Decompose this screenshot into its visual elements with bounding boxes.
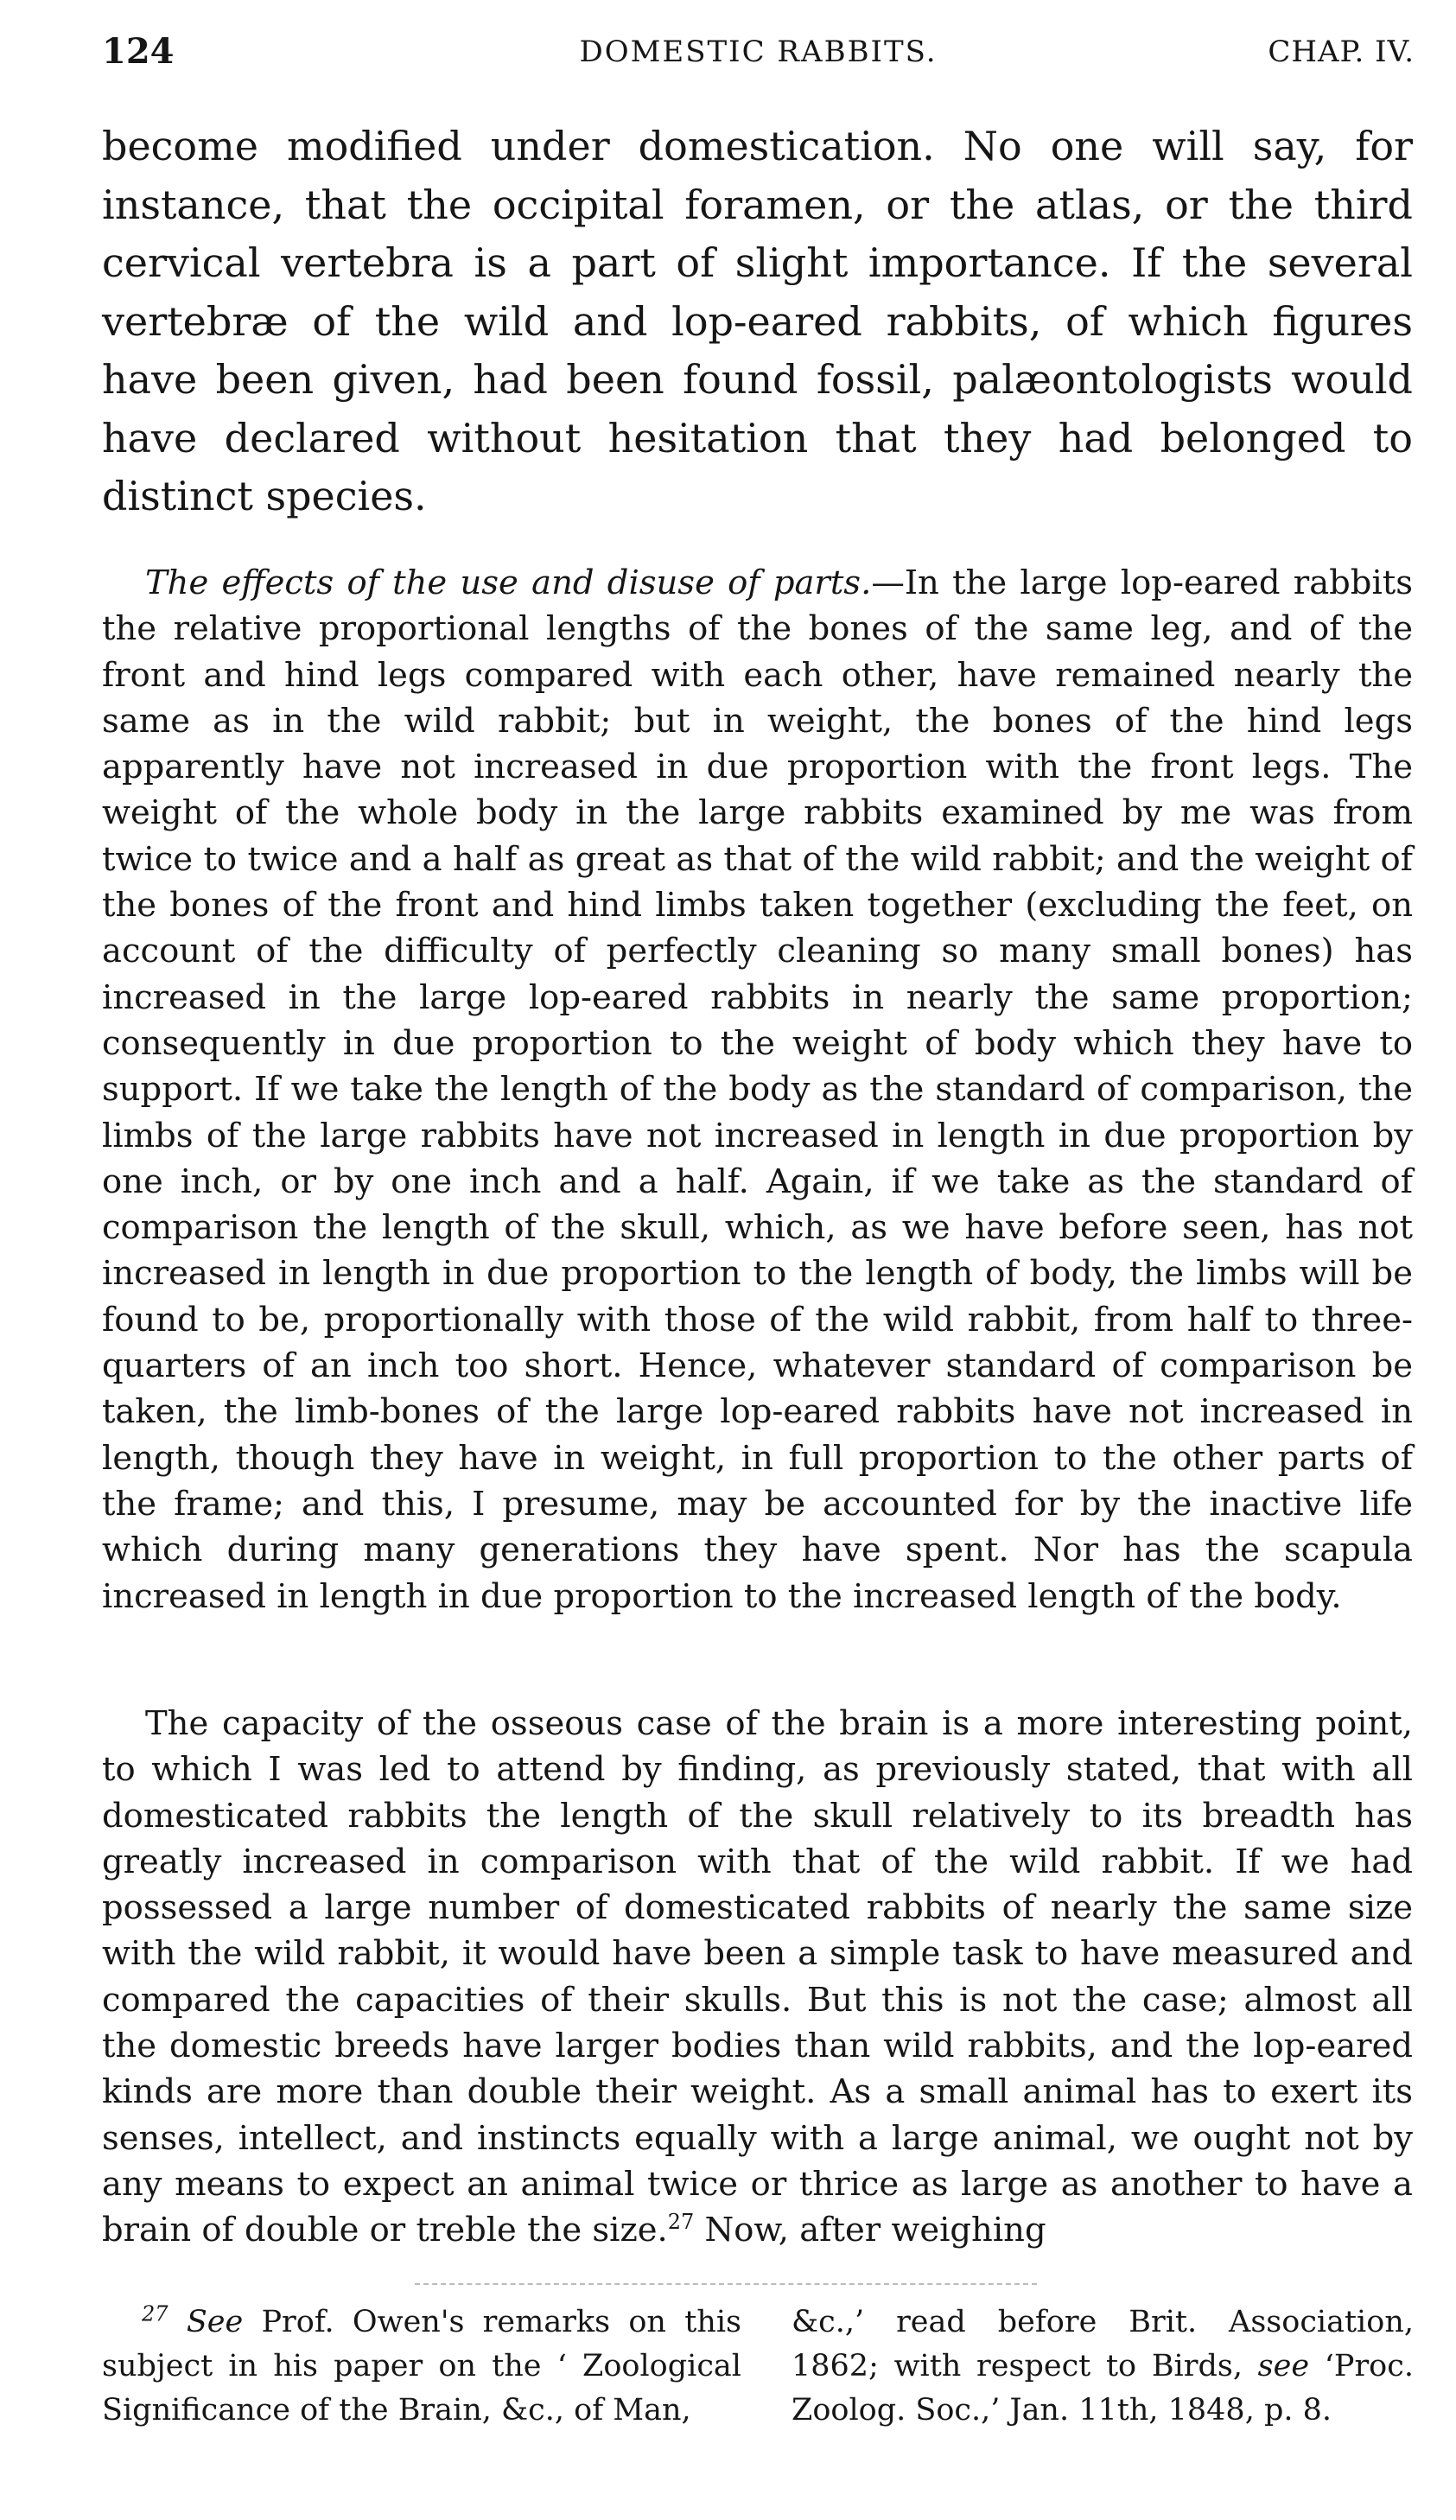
- footnote-right-column: [792, 2300, 1414, 2433]
- paragraph-3-text: The capacity of the osseous case of the brain is a more interesting point, to which I was led to attend by finding, as previously stated, that with all domesticated rabbits the length of the skull relatively to its breadth has greatly increased in comparison with that of the wild rabbit. If we had possessed a large number of domesticated rabbits of nearly the same size with the wild rabbit, it would have been a simple task to have measured and compared the capacities of their skulls. But this is not the case; almost all the domestic breeds have larger bodies than wild rabbits, and the lop-eared kinds are more than double their weight. As a small animal has to exert its senses, intellect, and instincts equally with a large animal, we ought not by any means to expect an animal twice or thrice as large as another to have a brain of double or treble the size.: [102, 1704, 1413, 2250]
- chapter-label: CHAP. IV.: [1268, 35, 1415, 69]
- paragraph-2-text: —In the large lop-eared rabbits the relative proportional lengths of the bones of the same leg, and of the front and hind legs compared with each other, have remained nearly the same as in the wild rabbit; but in weight, the bones of the hind legs apparently have not increased in due proportion with the front legs. The weight of the whole body in the large rabbits examined by me was from twice to twice and a half as great as that of the wild rabbit; and the weight of the bones of the front and hind limbs taken together (excluding the feet, on account of the difficulty of perfectly cleaning so many small bones) has increased in the large lop-eared rabbits in nearly the same proportion; consequently in due proportion to the weight of body which they have to support. If we take the length of the body as the standard of comparison, the limbs of the large rabbits have not increased in length in due proportion by one inch, or by one inch and a half. Again, if we take as the standard of comparison the length of the skull, which, as we have before seen, has not increased in length in due proportion to the length of body, the limbs will be found to be, proportionally with those of the wild rabbit, from half to three-quarters of an inch too short. Hence, whatever standard of comparison be taken, the limb-bones of the large lop-eared rabbits have not increased in length, though they have in weight, in full proportion to the other parts of the frame; and this, I presume, may be accounted for by the inactive life which during many generations they have spent. Nor has the scapula increased in length in due proportion to the increased length of the body.: [102, 563, 1413, 1616]
- footnote-left-text: Prof. Owen's remarks on this subject in his paper on the ‘ Zoological Significance of the Brain, &c., of Man,: [102, 2305, 741, 2428]
- paragraph-3-tail: Now, after weighing: [694, 2211, 1046, 2250]
- body-paragraph-1: become modified under domestication. No one will say, for instance, that the occipital foramen, or the atlas, or the third cervical vertebra is a part of slight importance. If the several vertebræ of the wild and lop-eared rabbits, of which figures have been given, had been found fossil, palæontologists would have declared without hesitation that they had belonged to distinct species.: [102, 123, 1413, 519]
- footnote-marker: 27: [142, 2301, 168, 2326]
- footnote-reference[interactable]: 27: [667, 2210, 695, 2235]
- footnote-see: See: [186, 2305, 244, 2339]
- page-number: 124: [102, 31, 175, 72]
- footnote-right-text-a: &c.,’ read before Brit. Association, 1862; with respect to Birds,: [792, 2305, 1414, 2383]
- section-heading: The effects of the use and disuse of parts.: [145, 563, 872, 602]
- footnote-divider: [415, 2283, 1037, 2285]
- footnote-right-text-b: ‘Proc. Zoolog. Soc.,’ Jan. 11th, 1848, p. 8.: [792, 2349, 1414, 2428]
- footnote-left-column: [102, 2300, 741, 2433]
- footnote-see-2: see: [1257, 2349, 1310, 2383]
- running-title: DOMESTIC RABBITS.: [579, 35, 938, 69]
- body-paragraph-2: [102, 560, 1413, 1620]
- body-paragraph-3: [102, 1701, 1413, 2254]
- running-head: [102, 31, 1415, 76]
